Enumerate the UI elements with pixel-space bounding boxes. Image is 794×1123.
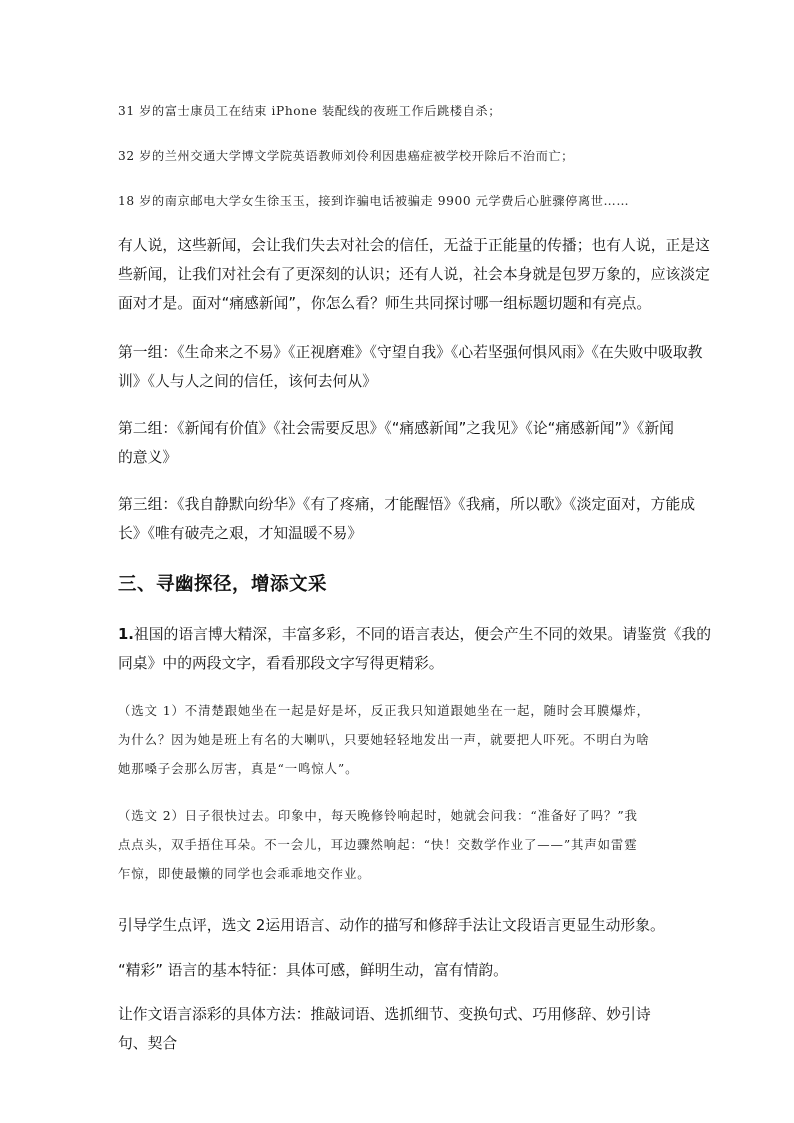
excerpt-1-line: 她那嗓子会那么厉害，真是“一鸣惊人”。 [118,761,359,776]
group-2-line: 第二组：《新闻有价值》《社会需要反思》《“痛感新闻”之我见》《论“痛感新闻”》《新闻 [118,420,674,437]
discussion-line: 面对才是。面对“痛感新闻”，你怎么看？师生共同探讨哪一组标题切题和有亮点。 [118,295,652,312]
excerpt-1 [118,696,680,783]
task-paragraph [118,620,712,678]
discussion-line: 些新闻，让我们对社会有了更深刻的认识；还有人说，社会本身就是包罗万象的，应该淡定 [118,266,710,283]
excerpt-2-line: 乍惊，即使最懒的同学也会乖乖地交作业。 [118,866,371,881]
excerpt-2-line: （选文 2）日子很快过去。印象中，每天晚修铃响起时，她就会问我：“准备好了吗？”我 [118,808,638,823]
group-3-line: 第三组：《我自静默向纷华》《有了疼痛，才能醒悟》《我痛，所以歌》《淡定面对，方能成 [118,496,696,513]
section-heading: 三、寻幽探径，增添文采 [118,574,328,595]
method-paragraph: 让作文语言添彩的具体方法：推敲词语、选抓细节、变换句式、巧用修辞、妙引诗句、契合 [118,1006,651,1052]
excerpt-1-line: 为什么？因为她是班上有名的大喇叭，只要她轻轻地发出一声，就要把人吓死。不明白为啥 [118,732,650,747]
group-1-paragraph [118,338,703,396]
group-3-line: 长》《唯有破壳之艰，才知温暖不易》 [118,525,363,542]
excerpt-1-line: （选文 1）不清楚跟她坐在一起是好是坏，反正我只知道跟她坐在一起，随时会耳膜爆炸， [118,703,650,718]
comment-paragraph: 引导学生点评，选文 2运用语言、动作的描写和修辞手法让文段语言更显生动形象。 [118,917,665,934]
excerpt-2-line: 点点头，双手捂住耳朵。不一会儿，耳边骤然响起：“快！交数学作业了——”其声如雷霆 [118,837,638,852]
task-line: 同桌》中的两段文字，看看那段文字写得更精彩。 [118,655,444,672]
excerpt-2 [118,801,680,888]
group-2-line: 的意义》 [118,449,178,466]
group-1-line: 第一组：《生命来之不易》《正视磨难》《守望自我》《心若坚强何惧风雨》《在失败中吸取教 [118,344,703,361]
group-2-paragraph [118,414,680,472]
news-item-1: 31 岁的富士康员工在结束 iPhone 装配线的夜班工作后跳楼自杀； [118,104,501,118]
task-line-text: 祖国的语言博大精深，丰富多彩，不同的语言表达，便会产生不同的效果。请鉴赏《我的 [133,626,712,643]
discussion-paragraph [118,231,710,318]
feature-paragraph: “精彩” 语言的基本特征：具体可感，鲜明生动，富有情韵。 [118,962,508,979]
task-line [118,620,712,649]
news-item-3: 18 岁的南京邮电大学女生徐玉玉，接到诈骗电话被骗走 9900 元学费后心脏骤停离世…… [118,194,630,208]
discussion-line: 有人说，这些新闻，会让我们失去对社会的信任，无益于正能量的传播；也有人说，正是这 [118,237,710,254]
news-item-2: 32 岁的兰州交通大学博文学院英语教师刘伶利因患癌症被学校开除后不治而亡； [118,149,574,163]
task-number: 1. [118,626,134,643]
group-3-paragraph [118,490,696,548]
group-1-line: 训》《人与人之间的信任，该何去何从》 [118,373,377,390]
